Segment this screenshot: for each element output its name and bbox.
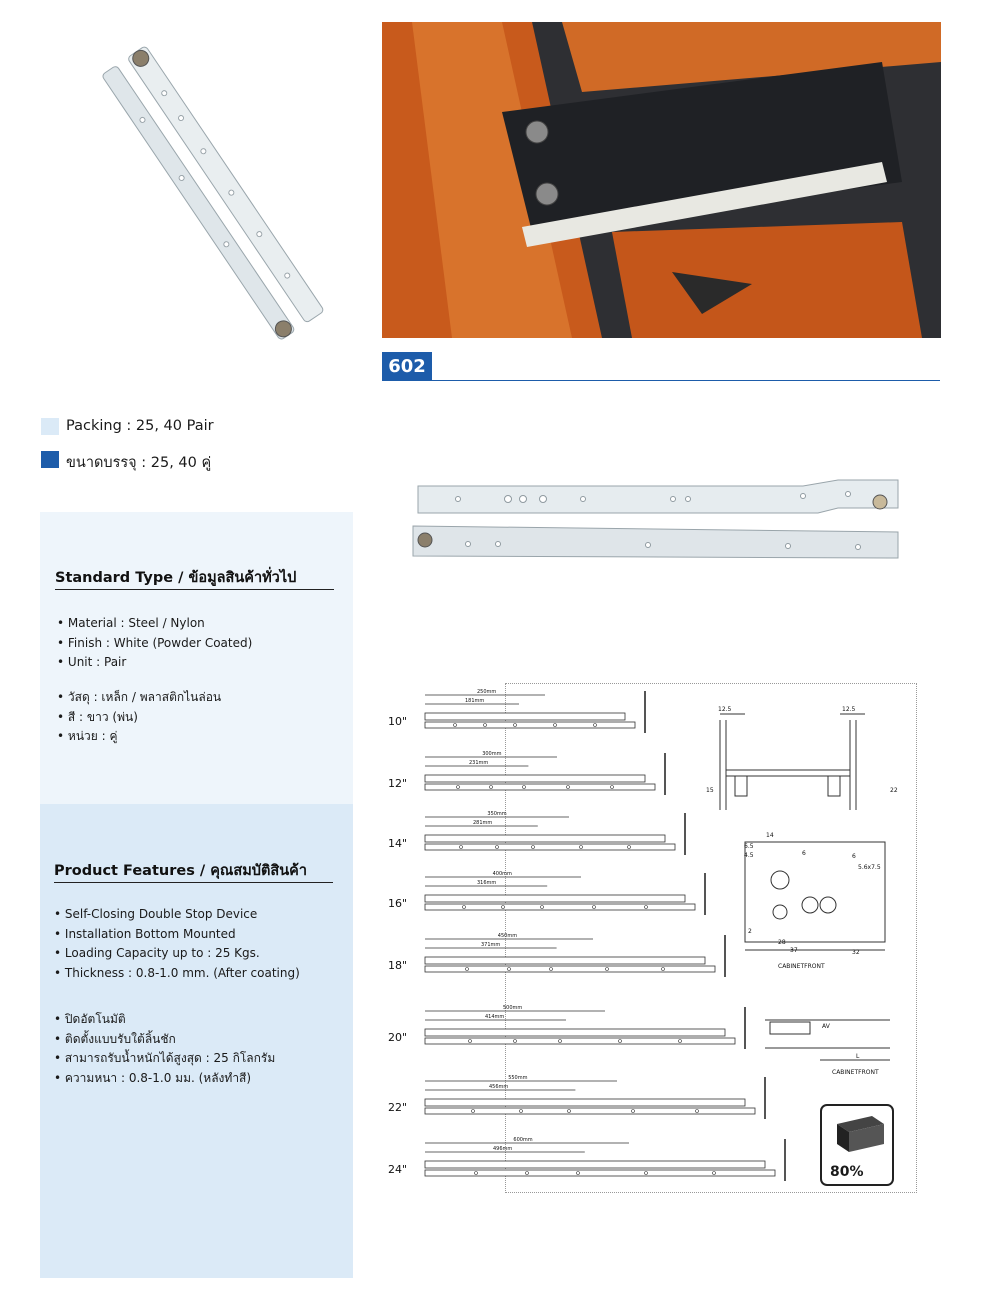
size-row	[388, 1005, 745, 1049]
rail-hole	[472, 1110, 475, 1113]
rail-hole	[502, 906, 505, 909]
size-label: 10"	[388, 715, 408, 728]
rail-hole	[496, 846, 499, 849]
list-item: • วัสดุ : เหล็ก / พลาสติกไนล่อน	[57, 688, 221, 708]
dimension-inner: 181mm	[465, 698, 485, 704]
dimension-outer: 600mm	[513, 1137, 533, 1143]
rail-hole	[577, 1172, 580, 1175]
cabinet-front-label: CABINETFRONT	[832, 1069, 879, 1076]
rail-hole	[628, 846, 631, 849]
list-item: • Thickness : 0.8-1.0 mm. (After coating)	[54, 964, 300, 984]
list-item: • Self-Closing Double Stop Device	[54, 905, 300, 925]
dimension-inner: 496mm	[493, 1146, 513, 1152]
l-label: L	[856, 1053, 860, 1060]
rail-hole	[645, 906, 648, 909]
rail-hole	[550, 968, 553, 971]
rail-hole	[532, 846, 535, 849]
model-divider	[432, 380, 940, 381]
dim-label: 14	[766, 832, 774, 839]
size-row	[388, 751, 665, 795]
size-row	[388, 933, 725, 977]
av-label: AV	[822, 1023, 830, 1030]
rail-hole	[514, 724, 517, 727]
dim-label: 6	[802, 850, 806, 857]
dim-label: 15	[706, 787, 714, 794]
list-item: • Material : Steel / Nylon	[57, 614, 252, 634]
rail-outline	[425, 835, 665, 842]
dim-label: 2	[748, 928, 752, 935]
slide-pair-image	[60, 30, 360, 360]
rail-hole	[568, 1110, 571, 1113]
dim-label: 6.5	[744, 843, 754, 850]
list-item: • Finish : White (Powder Coated)	[57, 634, 252, 654]
rail-hole	[619, 1040, 622, 1043]
list-item: • สามารถรับน้ำหนักได้สูงสุด : 25 กิโลกรัม	[54, 1049, 275, 1069]
rail-hole	[696, 1110, 699, 1113]
list-item: • Unit : Pair	[57, 653, 252, 673]
list-item: • หน่วย : คู่	[57, 727, 221, 747]
packing-swatch-dark	[41, 451, 59, 468]
rail-hole	[593, 906, 596, 909]
rail-hole	[526, 1172, 529, 1175]
dimension-inner: 281mm	[473, 820, 493, 826]
packing-text: Packing : 25, 40 Pair	[66, 418, 214, 434]
list-item: • Installation Bottom Mounted	[54, 925, 300, 945]
rail-hole	[523, 786, 526, 789]
rail-hole	[475, 1172, 478, 1175]
features-underline	[54, 882, 333, 883]
size-row	[388, 811, 685, 855]
extension-percent: 80%	[830, 1164, 864, 1180]
dim-label: 32	[852, 949, 860, 956]
rail-hole	[559, 1040, 562, 1043]
size-row	[388, 689, 645, 733]
size-label: 14"	[388, 837, 408, 850]
rail-hole	[490, 786, 493, 789]
rail-hole	[541, 906, 544, 909]
dim-label: 37	[790, 947, 798, 954]
rail-hole	[567, 786, 570, 789]
size-label: 18"	[388, 959, 408, 972]
dimension-outer: 550mm	[508, 1075, 528, 1081]
rail-outline	[425, 895, 685, 902]
rail-hole	[520, 1110, 523, 1113]
rail-hole	[662, 968, 665, 971]
rail-hole	[713, 1172, 716, 1175]
packing-swatch-light	[41, 418, 59, 435]
rail-hole	[454, 724, 457, 727]
rail-outline	[425, 775, 645, 782]
rail-hole	[457, 786, 460, 789]
list-item: • ติดตั้งแบบรับใต้ลิ้นชัก	[54, 1030, 275, 1050]
dim-label: 12.5	[718, 706, 732, 713]
rail-side-image	[408, 478, 908, 568]
rail-outline	[425, 1161, 765, 1168]
rail-hole	[594, 724, 597, 727]
dimension-inner: 316mm	[477, 880, 497, 886]
dimension-outer: 350mm	[487, 811, 507, 817]
list-item: • ความหนา : 0.8-1.0 มม. (หลังทำสี)	[54, 1069, 275, 1089]
rail-outline	[425, 957, 705, 964]
rail-hole	[469, 1040, 472, 1043]
standard-heading: Standard Type / ข้อมูลสินค้าทั่วไป	[55, 570, 297, 586]
dim-label: 6	[852, 853, 856, 860]
features-list-th	[54, 1010, 275, 1088]
list-item: • ปิดอัตโนมัติ	[54, 1010, 275, 1030]
packing-text-thai: ขนาดบรรจุ : 25, 40 คู่	[66, 455, 212, 471]
rail-hole	[554, 724, 557, 727]
size-row	[388, 871, 705, 915]
dimension-outer: 300mm	[482, 751, 502, 757]
size-label: 12"	[388, 777, 408, 790]
rail-hole	[460, 846, 463, 849]
dimension-inner: 414mm	[485, 1014, 505, 1020]
installation-photo	[382, 22, 941, 338]
rail-hole	[484, 724, 487, 727]
rail-hole	[514, 1040, 517, 1043]
rail-hole	[508, 968, 511, 971]
standard-underline	[55, 589, 334, 590]
dimension-outer: 500mm	[503, 1005, 523, 1011]
dimension-outer: 250mm	[477, 689, 497, 695]
rail-hole	[466, 968, 469, 971]
cabinet-front-label: CABINETFRONT	[778, 963, 825, 970]
rail-hole	[580, 846, 583, 849]
rail-hole	[611, 786, 614, 789]
extension-badge	[820, 1104, 894, 1186]
dimension-inner: 371mm	[481, 942, 501, 948]
list-item: • สี : ขาว (พ่น)	[57, 708, 221, 728]
standard-list-en	[57, 614, 252, 673]
rail-outline	[425, 1029, 725, 1036]
dimension-outer: 450mm	[497, 933, 518, 939]
model-badge: 602	[382, 352, 432, 381]
dim-label: 12.5	[842, 706, 856, 713]
detail-drawings	[700, 700, 910, 1090]
dimension-outer: 400mm	[492, 871, 512, 877]
rail-hole	[679, 1040, 682, 1043]
size-row	[388, 1137, 785, 1181]
dim-label: 28	[778, 939, 786, 946]
size-label: 22"	[388, 1101, 408, 1114]
dim-label: 4.5	[744, 852, 754, 859]
list-item: • Loading Capacity up to : 25 Kgs.	[54, 944, 300, 964]
size-label: 24"	[388, 1163, 408, 1176]
dim-label: 22	[890, 787, 898, 794]
features-list-en	[54, 905, 300, 983]
drawer-icon	[822, 1110, 892, 1160]
rail-outline	[425, 1099, 745, 1106]
rail-hole	[463, 906, 466, 909]
rail-hole	[645, 1172, 648, 1175]
rail-outline	[425, 713, 625, 720]
dimension-inner: 456mm	[489, 1084, 509, 1090]
size-label: 20"	[388, 1031, 408, 1044]
size-label: 16"	[388, 897, 408, 910]
rail-hole	[632, 1110, 635, 1113]
dimension-inner: 231mm	[469, 760, 489, 766]
rail-hole	[606, 968, 609, 971]
standard-list-th	[57, 688, 221, 747]
dim-label: 5.6x7.5	[858, 864, 881, 871]
features-heading: Product Features / คุณสมบัติสินค้า	[54, 863, 307, 879]
